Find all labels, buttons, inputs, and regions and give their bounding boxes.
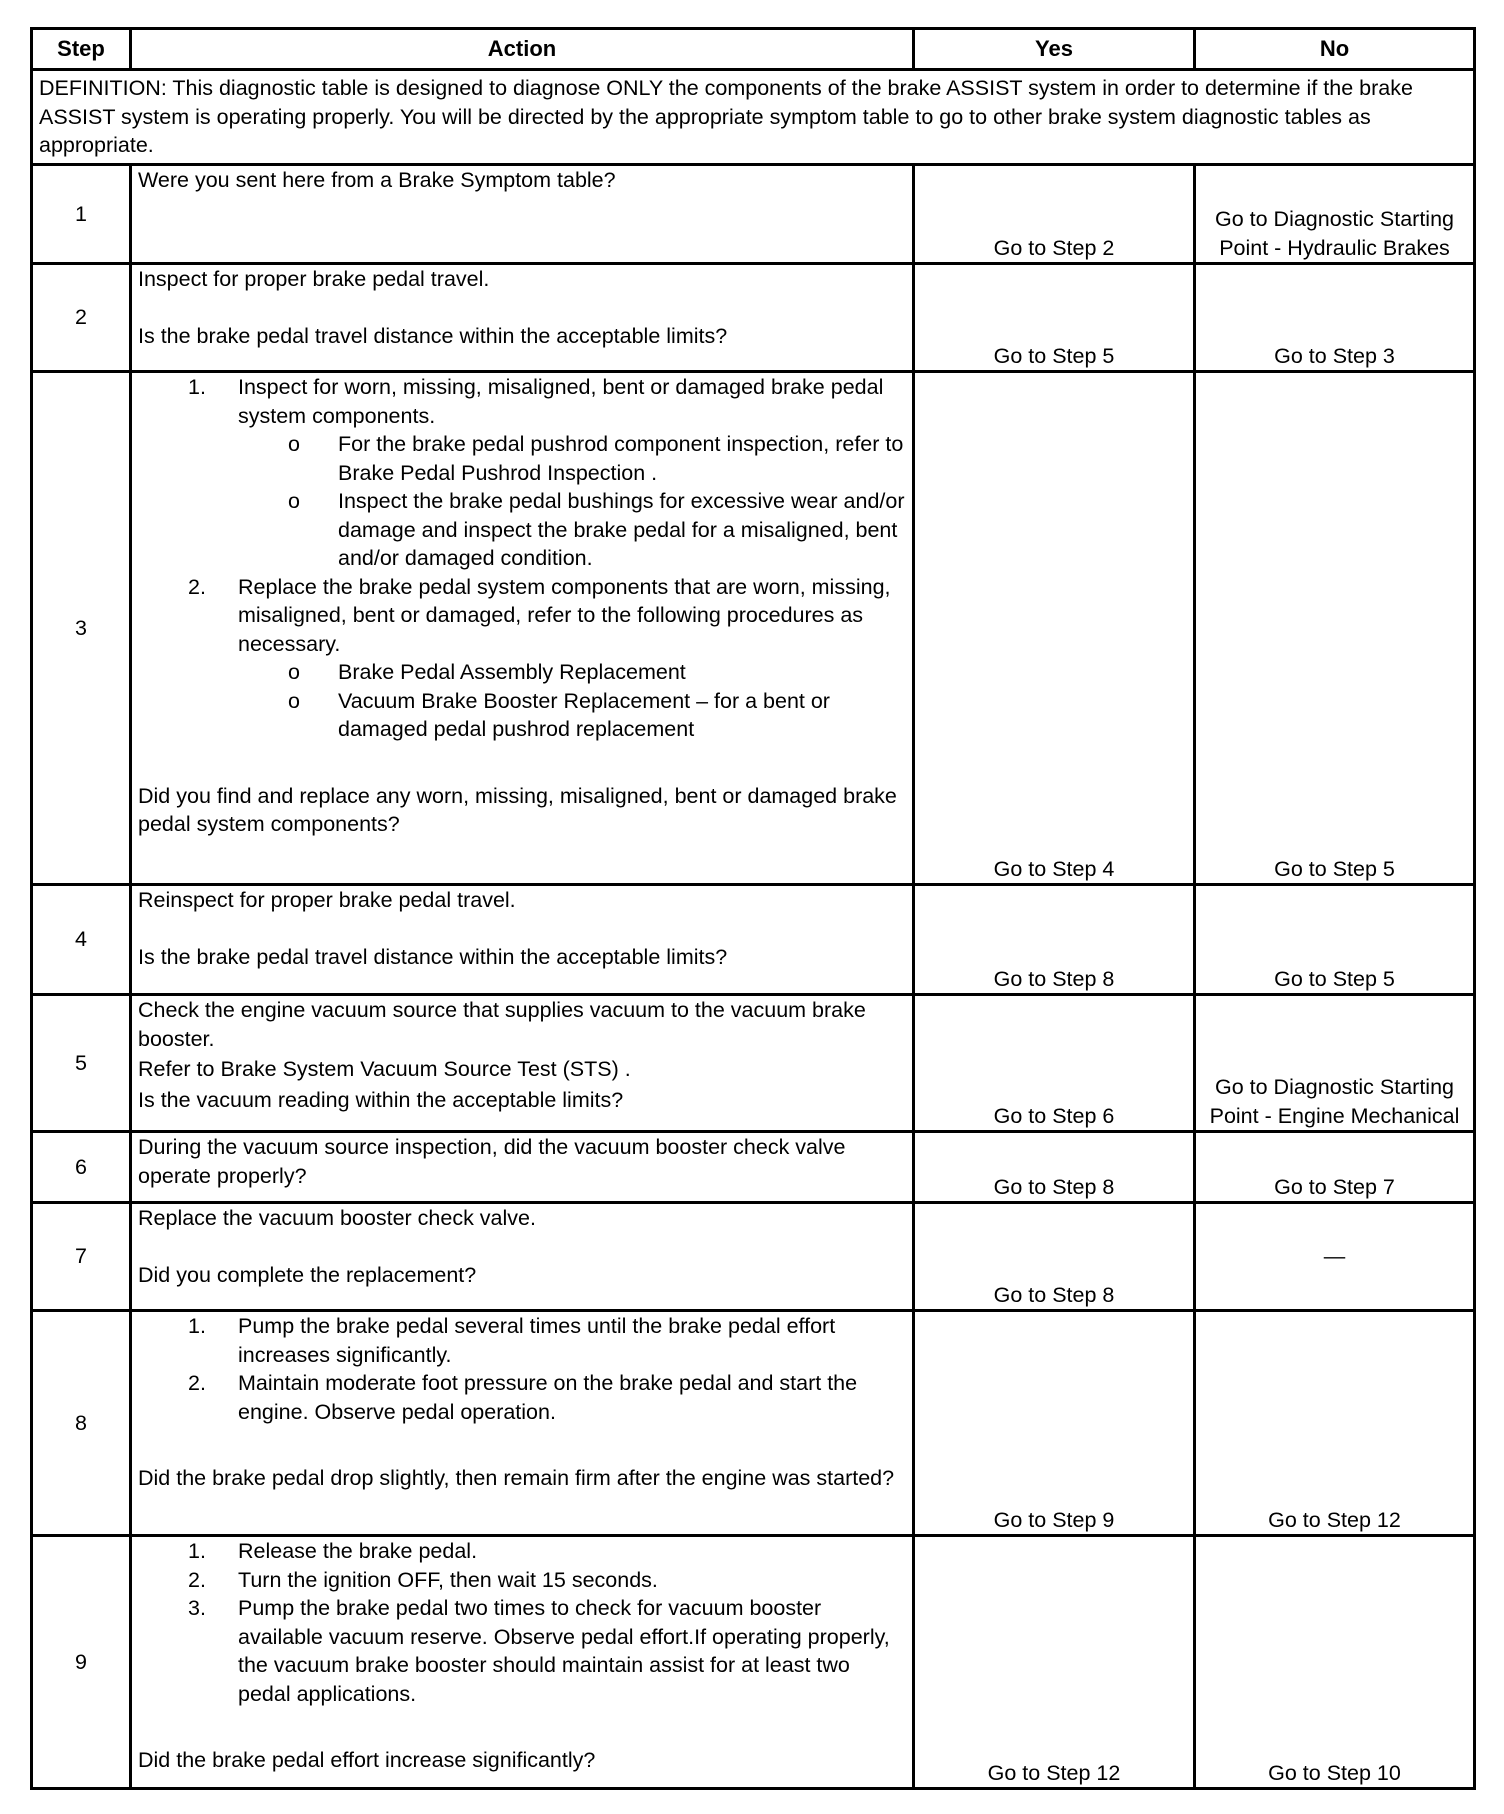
table-row	[32, 995, 1475, 1132]
list-item-text: Turn the ignition OFF, then wait 15 seconds.	[238, 1567, 658, 1592]
no-cell: Go to Step 5	[1195, 372, 1475, 885]
table-row	[32, 372, 1475, 885]
header-row	[32, 29, 1475, 70]
step-number: 6	[32, 1132, 131, 1203]
list-item-text: Inspect for worn, missing, misaligned, bent or damaged brake pedal system components.	[238, 375, 884, 428]
bullet-list	[238, 430, 906, 573]
list-number: 2.	[188, 1567, 206, 1592]
list-item-text: Pump the brake pedal two times to check for vacuum booster available vacuum reserve. Observe pedal effort.If operating properly, the vacuum brake booster should maintain assist for at least two pedal applications.	[238, 1596, 890, 1706]
list-number: 1.	[188, 375, 206, 399]
action-cell	[131, 1203, 914, 1311]
no-cell: Go to Step 7	[1195, 1132, 1475, 1203]
numbered-list	[138, 1537, 906, 1708]
bullet-text: For the brake pedal pushrod component inspection, refer to Brake Pedal Pushrod Inspection .	[338, 432, 904, 485]
list-item-text: Release the brake pedal.	[238, 1539, 478, 1563]
action-question: Is the brake pedal travel distance within the acceptable limits?	[138, 944, 728, 969]
bullet-item	[288, 487, 906, 573]
list-item-text: Pump the brake pedal several times until the brake pedal effort increases significantly.	[238, 1314, 836, 1367]
list-number: 2.	[188, 1371, 206, 1395]
action-cell	[131, 165, 914, 264]
step-number: 9	[32, 1536, 131, 1789]
table-row	[32, 885, 1475, 995]
bullet-list	[238, 658, 906, 744]
action-cell	[131, 372, 914, 885]
action-text: Refer to Brake System Vacuum Source Test (STS) .	[138, 1057, 631, 1081]
action-text: Were you sent here from a Brake Symptom table?	[138, 168, 616, 192]
step-number: 7	[32, 1203, 131, 1311]
bullet-marker: o	[288, 489, 300, 513]
table-row	[32, 1311, 1475, 1536]
definition-text: DEFINITION: This diagnostic table is designed to diagnose ONLY the components of the brake ASSIST system in order to determine if the brake ASSIST system is operating properly. You will be directed by the appropriate symptom table to go to other brake system diagnostic tables as appropriate.	[32, 70, 1475, 165]
header-yes: Yes	[914, 29, 1195, 70]
diagnostic-table	[30, 27, 1476, 1790]
no-cell: Go to Diagnostic Starting Point - Engine Mechanical	[1195, 995, 1475, 1132]
list-item-text: Replace the brake pedal system components that are worn, missing, misaligned, bent or damaged, refer to the following procedures as necessary.	[238, 574, 891, 656]
step-number: 8	[32, 1311, 131, 1536]
action-question: Is the vacuum reading within the acceptable limits?	[138, 1087, 624, 1112]
action-question: Did the brake pedal effort increase significantly?	[138, 1748, 596, 1772]
numbered-list	[138, 1312, 906, 1426]
step-number: 5	[32, 995, 131, 1132]
step-number: 2	[32, 264, 131, 372]
action-cell	[131, 1536, 914, 1789]
list-number: 1.	[188, 1539, 206, 1563]
list-number: 2.	[188, 574, 206, 599]
list-item	[188, 373, 906, 573]
yes-cell: Go to Step 8	[914, 1203, 1195, 1311]
bullet-text: Inspect the brake pedal bushings for excessive wear and/or damage and inspect the brake pedal for a misaligned, bent and/or damaged condition.	[338, 489, 905, 570]
bullet-text: Vacuum Brake Booster Replacement – for a bent or damaged pedal pushrod replacement	[338, 688, 830, 741]
action-question: Did you complete the replacement?	[138, 1262, 477, 1287]
action-question: Did the brake pedal drop slightly, then remain firm after the engine was started?	[138, 1466, 895, 1490]
header-step: Step	[32, 29, 131, 70]
step-number: 1	[32, 165, 131, 264]
yes-cell: Go to Step 12	[914, 1536, 1195, 1789]
action-cell	[131, 264, 914, 372]
bullet-marker: o	[288, 688, 300, 713]
no-cell: Go to Step 12	[1195, 1311, 1475, 1536]
list-number: 3.	[188, 1596, 206, 1620]
bullet-marker: o	[288, 660, 300, 684]
header-action: Action	[131, 29, 914, 70]
bullet-item	[288, 687, 906, 744]
list-item-text: Maintain moderate foot pressure on the brake pedal and start the engine. Observe pedal operation.	[238, 1371, 858, 1424]
no-cell: Go to Step 10	[1195, 1536, 1475, 1789]
action-text: Inspect for proper brake pedal travel.	[138, 267, 490, 291]
list-item	[188, 1369, 906, 1426]
bullet-marker: o	[288, 432, 300, 456]
action-cell	[131, 1132, 914, 1203]
list-number: 1.	[188, 1314, 206, 1338]
definition-row	[32, 70, 1475, 165]
step-number: 4	[32, 885, 131, 995]
table-row	[32, 165, 1475, 264]
table-row	[32, 1132, 1475, 1203]
yes-cell: Go to Step 9	[914, 1311, 1195, 1536]
action-text: Replace the vacuum booster check valve.	[138, 1206, 536, 1230]
table-row	[32, 1536, 1475, 1789]
yes-cell: Go to Step 8	[914, 885, 1195, 995]
list-item	[188, 1594, 906, 1708]
no-cell: —	[1195, 1203, 1475, 1311]
list-item	[188, 573, 906, 744]
action-cell	[131, 885, 914, 995]
bullet-item	[288, 430, 906, 487]
numbered-list	[138, 373, 906, 744]
action-cell	[131, 995, 914, 1132]
yes-cell: Go to Step 5	[914, 264, 1195, 372]
action-text: Check the engine vacuum source that supplies vacuum to the vacuum brake booster.	[138, 998, 866, 1051]
no-cell: Go to Step 3	[1195, 264, 1475, 372]
action-cell	[131, 1311, 914, 1536]
no-cell: Go to Diagnostic Starting Point - Hydraulic Brakes	[1195, 165, 1475, 264]
table-row	[32, 1203, 1475, 1311]
yes-cell: Go to Step 4	[914, 372, 1195, 885]
yes-cell: Go to Step 8	[914, 1132, 1195, 1203]
table-row	[32, 264, 1475, 372]
action-question: Did you find and replace any worn, missing, misaligned, bent or damaged brake pedal system components?	[138, 783, 897, 836]
list-item	[188, 1312, 906, 1369]
list-item	[188, 1566, 906, 1595]
header-no: No	[1195, 29, 1475, 70]
list-item	[188, 1537, 906, 1566]
step-number: 3	[32, 372, 131, 885]
action-question: During the vacuum source inspection, did the vacuum booster check valve operate properly?	[138, 1135, 846, 1188]
bullet-text: Brake Pedal Assembly Replacement	[338, 660, 686, 684]
action-text: Reinspect for proper brake pedal travel.	[138, 888, 516, 912]
action-question: Is the brake pedal travel distance within the acceptable limits?	[138, 323, 728, 348]
yes-cell: Go to Step 2	[914, 165, 1195, 264]
diagnostic-table-sheet	[30, 27, 1476, 1790]
no-cell: Go to Step 5	[1195, 885, 1475, 995]
bullet-item	[288, 658, 906, 687]
yes-cell: Go to Step 6	[914, 995, 1195, 1132]
